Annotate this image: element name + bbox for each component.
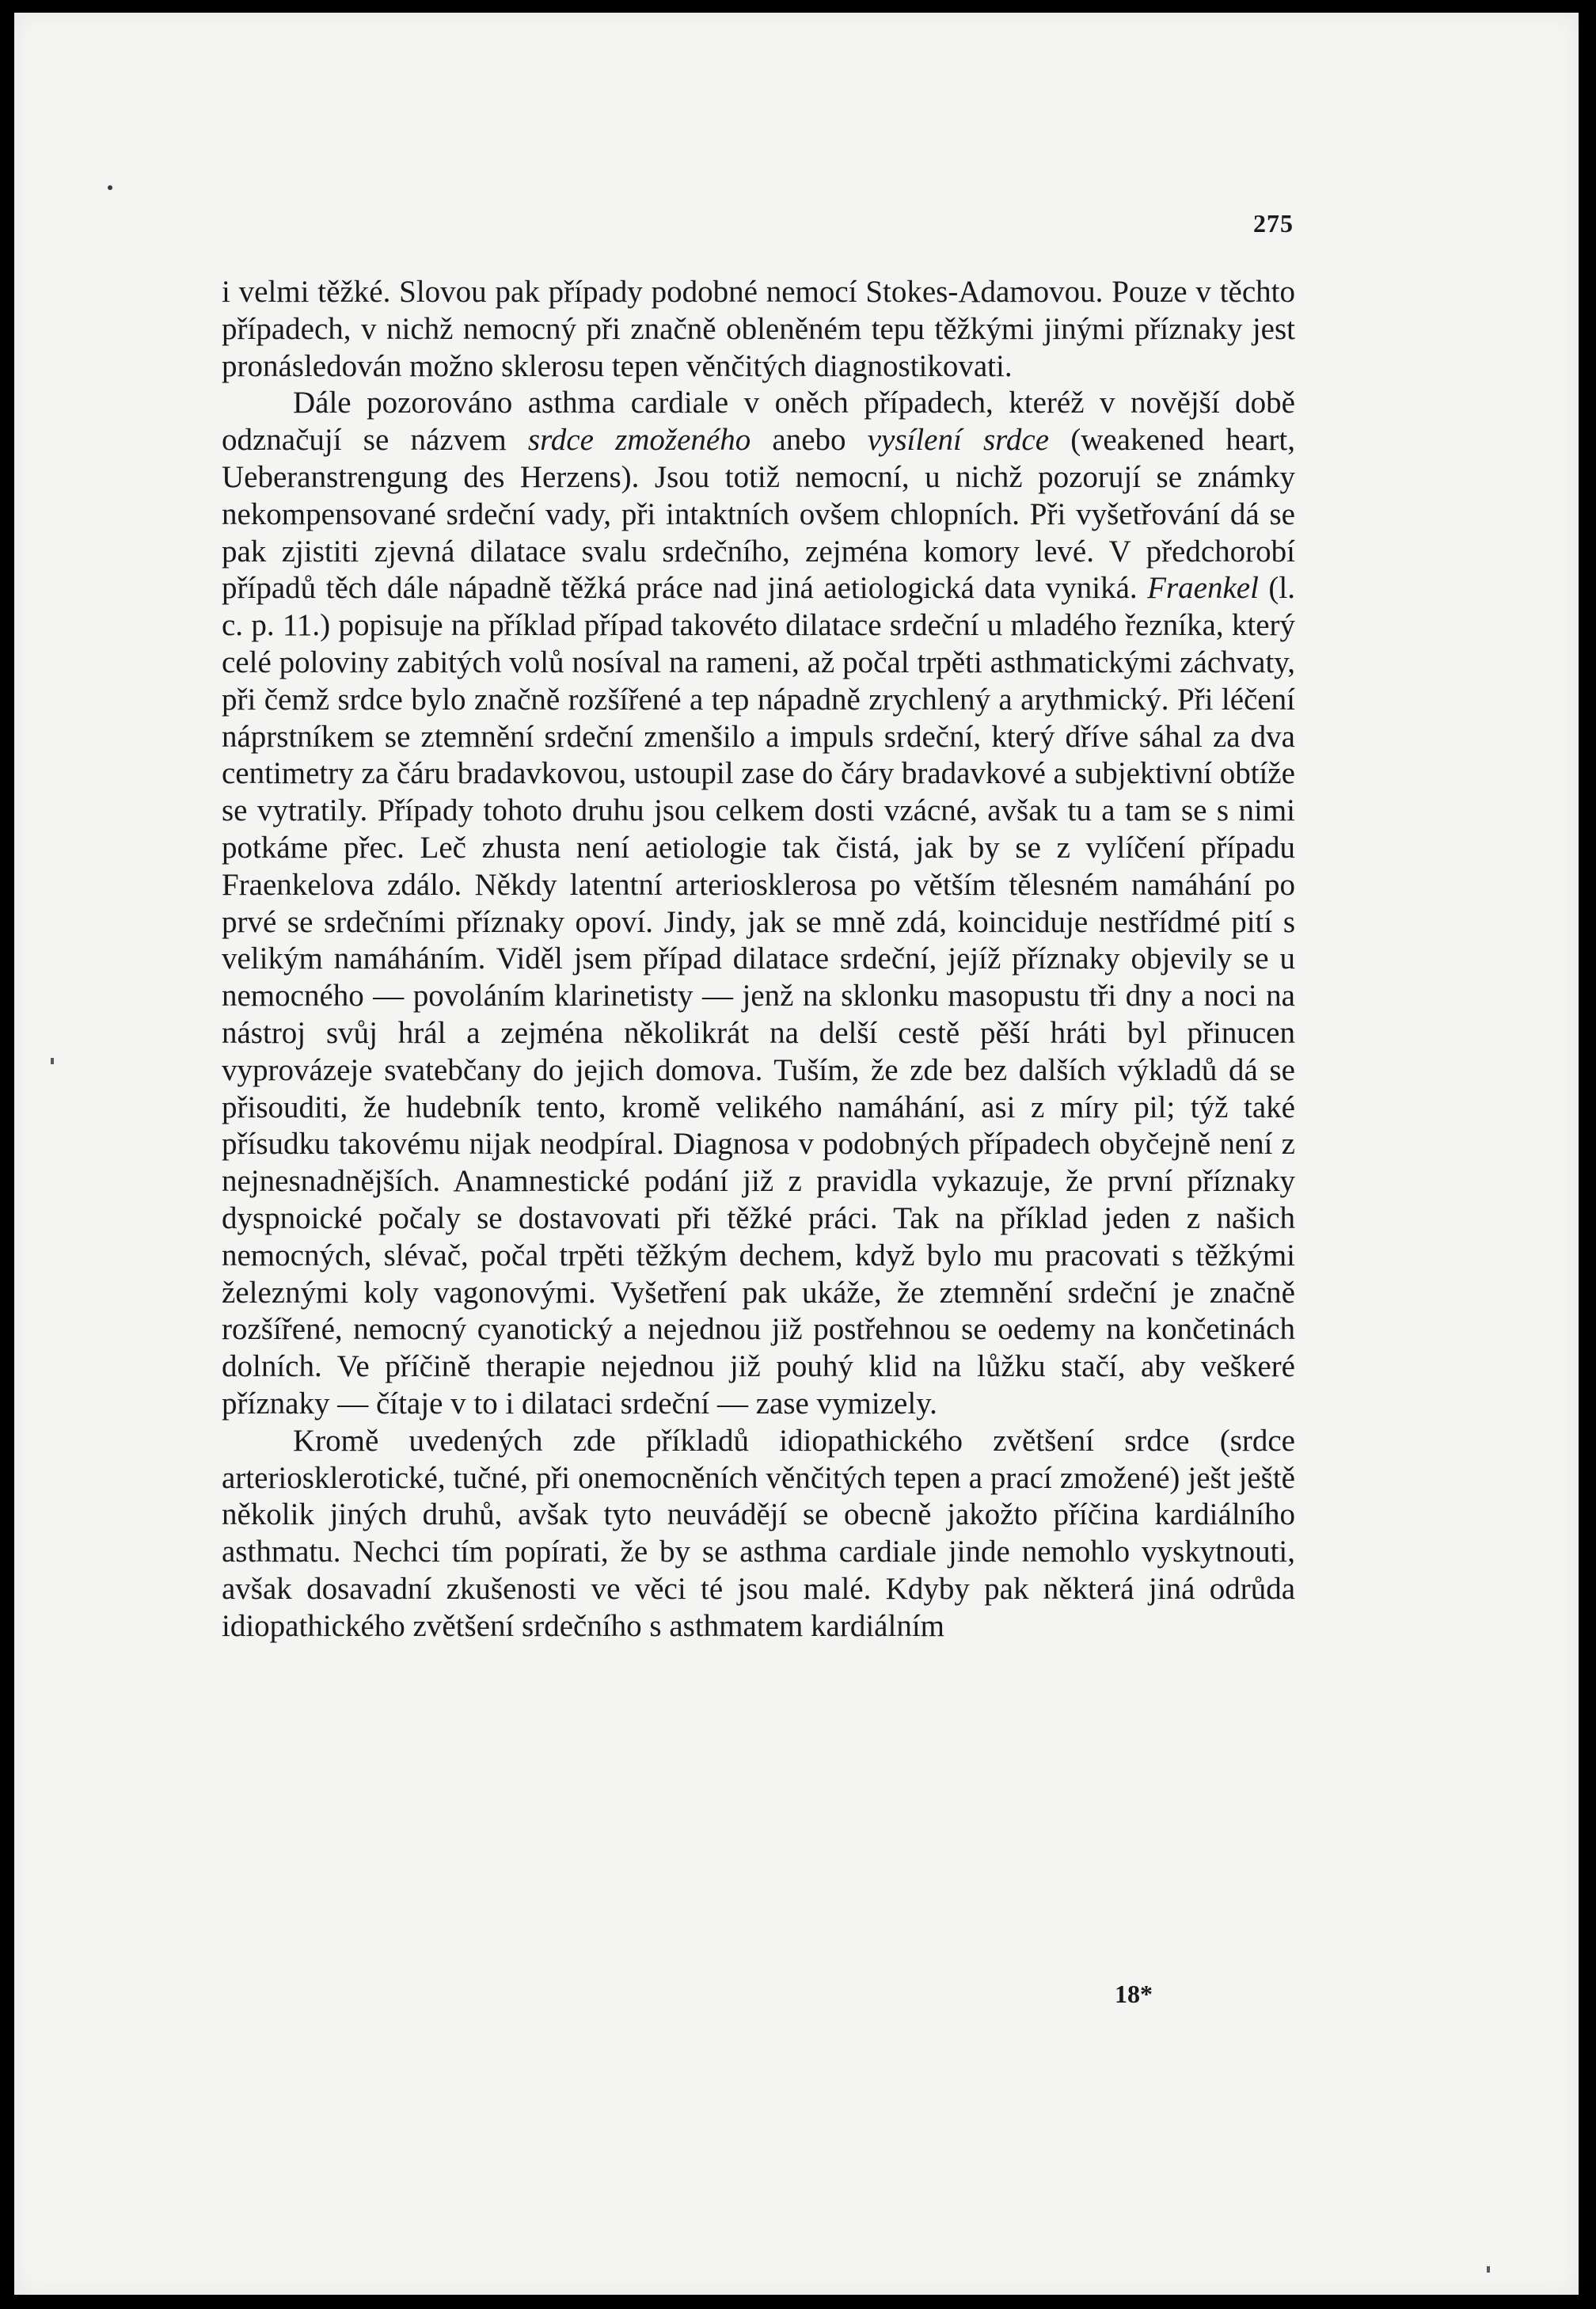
page-number: 275 <box>1253 209 1294 238</box>
paragraph-segment: Dále pozorováno asthma cardiale v oněch případech, kteréž v novější době odznačují se názvem <box>222 386 1295 458</box>
paragraph-segment: i velmi těžké. Slovou pak případy podobné nemocí Stokes-Adamovou. Pouze v těchto případech, v nichž nemocný při značně obleněném tepu těžkými jinými příznaky jest pronásledován možno sklerosu tepen věnčitých diagnostikovati. <box>222 275 1295 383</box>
scan-margin-mark <box>51 1058 54 1064</box>
body-text <box>222 274 1295 1645</box>
italic-author-name: Fraenkel <box>1147 571 1259 606</box>
paragraph-segment: Kromě uvedených zde příkladů idiopathického zvětšení srdce (srdce arteriosklerotické, tučné, při onemocněních věnčitých tepen a prací zmožené) ješt ještě několik jiných druhů, avšak tyto neuvádějí se obecně jakožto příčina kardiálního asthmatu. Nechci tím popírati, že by se asthma cardiale jinde nemohlo vyskytnouti, avšak dosavadní zkušenosti ve věci té jsou malé. Kdyby pak některá jiná odrůda idiopathického zvětšení srdečního s asthmatem kardiálním <box>222 1423 1295 1643</box>
italic-term: vysílení srdce <box>867 423 1050 458</box>
scan-speck <box>108 185 112 190</box>
paragraph-segment: (weakened heart, Ueberanstrengung des Herzens). Jsou totiž nemocní, u nichž pozorují se známky nekompensované srdeční vady, při intaktních ovšem chlopních. Při vyšetřování dá se pak zjistiti zjevná dilatace svalu srdečního, zejména komory levé. V předchorobí případů těch dále nápadně těžká práce nad jiná aetiologická data vyniká. <box>222 423 1295 606</box>
paragraph-2 <box>222 385 1295 1422</box>
paragraph-1 <box>222 274 1295 385</box>
signature-mark: 18* <box>1115 1980 1153 2008</box>
scan-margin-mark <box>1487 2266 1490 2273</box>
paragraph-segment: anebo <box>750 423 868 458</box>
italic-term: srdce zmoženého <box>527 423 751 458</box>
paragraph-segment: (l. c. p. 11.) popisuje na příklad případ takovéto dilatace srdeční u mladého řezníka, který celé poloviny zabitých volů nosíval na rameni, až počal trpěti asthmatickými záchvaty, při čemž srdce bylo značně rozšířené a tep nápadně zrychlený a arythmický. Při léčení náprstníkem se ztemnění srdeční zmenšilo a impuls srdeční, který dříve sáhal za dva centimetry za čáru bradavkovou, ustoupil zase do čáry bradavkové a subjektivní obtíže se vytratily. Případy tohoto druhu jsou celkem dosti vzácné, avšak tu a tam se s nimi potkáme přec. Leč zhusta není aetiologie tak čistá, jak by se z vylíčení případu Fraenkelova zdálo. Někdy latentní arteriosklerosa po větším tělesném namáhání po prvé se srdečními příznaky opoví. Jindy, jak se mně zdá, koinciduje nestřídmé pití s velikým namáháním. Viděl jsem případ dilatace srdeční, jejíž příznaky objevily se u nemocného — povoláním klarinetisty — jenž na sklonku masopustu tři dny a noci na nástroj svůj hrál a zejména několikrát na delší cestě pěší hráti byl přinucen vyprovázeje svatebčany do jejich domova. Tuším, že zde bez dalších výkladů dá se přisouditi, že hudebník tento, kromě velikého namáhání, asi z míry pil; týž také přísudku takovému nijak neodpíral. Diagnosa v podobných případech obyčejně není z nejnesnadnějších. Anamnestické podání již z pravidla vykazuje, že první příznaky dyspnoické počaly se dostavovati při těžké práci. Tak na příklad jeden z našich nemocných, slévač, počal trpěti těžkým dechem, když bylo mu pracovati s těžkými železnými koly vagonovými. Vyšetření pak ukáže, že ztemnění srdeční je značně rozšířené, nemocný cyanotický a nejednou již postřehnou se oedemy na končetinách dolních. Ve příčině therapie nejednou již pouhý klid na lůžku stačí, aby veškeré příznaky — čítaje v to i dilataci srdeční — zase vymizely. <box>222 571 1295 1421</box>
paragraph-3 <box>222 1423 1295 1645</box>
